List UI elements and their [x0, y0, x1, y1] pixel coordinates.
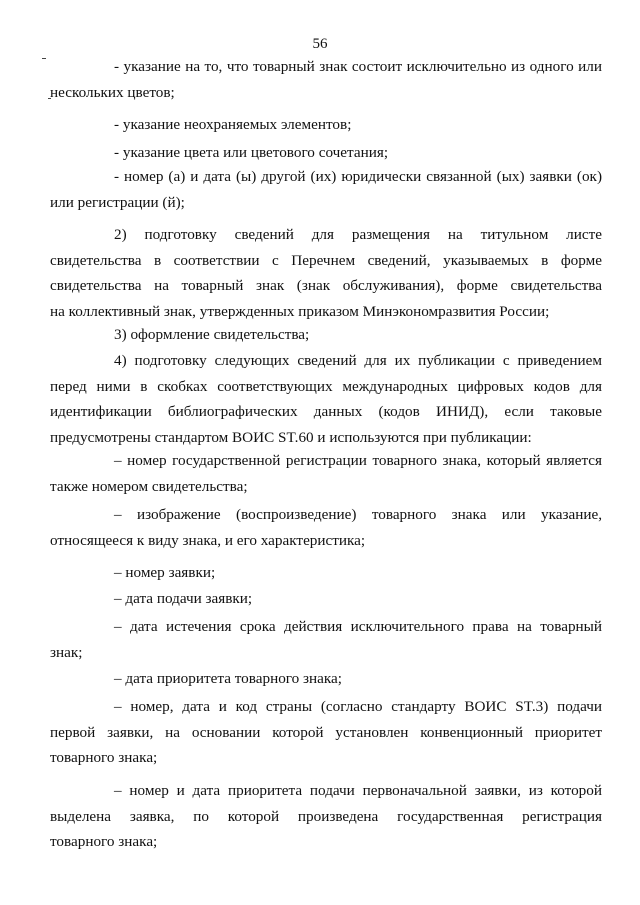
paragraph	[50, 502, 602, 553]
paragraph	[50, 348, 602, 450]
paragraph	[50, 164, 602, 215]
paragraph	[50, 778, 602, 855]
text-line: знак;	[50, 643, 83, 661]
text-line: – номер заявки;	[114, 564, 216, 581]
text-line: – изображение (воспроизведение) товарного знака или указание,	[114, 506, 602, 523]
paragraph	[50, 54, 602, 105]
text-line: также номером свидетельства;	[50, 477, 248, 495]
text-line: – дата приоритета товарного знака;	[114, 670, 343, 687]
page-number: 56	[312, 36, 328, 52]
paragraph	[82, 586, 602, 612]
text-line: 2) подготовку сведений для размещения на титульном листе	[114, 226, 602, 243]
text-line: товарного знака;	[50, 833, 158, 851]
text-line: выделена заявка, по которой произведена государственная регистрация	[50, 807, 602, 825]
text-line: – номер, дата и код страны (согласно стандарту ВОИС ST.3) подачи	[114, 698, 602, 715]
paragraph	[82, 322, 602, 348]
text-line: свидетельства на товарный знак (знак обслуживания), форме свидетельства	[50, 277, 602, 295]
text-line: 3) оформление свидетельства;	[114, 326, 310, 343]
text-line: нескольких цветов;	[50, 83, 175, 101]
text-line: первой заявки, на основании которой установлен конвенционный приоритет	[50, 723, 602, 741]
text-line: – номер и дата приоритета подачи первоначальной заявки, из которой	[114, 782, 602, 799]
text-line: свидетельства в соответствии с Перечнем сведений, указываемых в форме	[50, 251, 602, 269]
text-line: - указание на то, что товарный знак состоит исключительно из одного или	[114, 58, 602, 75]
text-line: - номер (а) и дата (ы) другой (их) юридически связанной (ых) заявки (ок)	[114, 168, 602, 185]
paragraph	[82, 666, 602, 692]
text-line: 4) подготовку следующих сведений для их публикации с приведением	[114, 352, 602, 369]
paragraph	[50, 448, 602, 499]
paragraph	[50, 694, 602, 771]
text-line: – номер государственной регистрации товарного знака, который является	[114, 452, 602, 469]
text-line: - указание неохраняемых элементов;	[114, 116, 352, 133]
text-line: идентификации библиографических данных (кодов ИНИД), если таковые	[50, 403, 602, 421]
paragraph	[82, 112, 602, 138]
scan-artifact	[42, 58, 46, 59]
text-line: – дата подачи заявки;	[114, 590, 253, 607]
text-line: предусмотрены стандартом ВОИС ST.60 и используются при публикации:	[50, 428, 532, 446]
text-line: или регистрации (й);	[50, 193, 185, 211]
paragraph	[50, 614, 602, 665]
text-line: перед ними в скобках соответствующих международных цифровых кодов для	[50, 377, 602, 395]
text-line: на коллективный знак, утвержденных приказом Минэкономразвития России;	[50, 302, 550, 320]
text-line: - указание цвета или цветового сочетания;	[114, 144, 389, 161]
text-line: товарного знака;	[50, 749, 158, 767]
text-line: относящееся к виду знака, и его характеристика;	[50, 531, 366, 549]
paragraph	[82, 560, 602, 586]
paragraph	[50, 222, 602, 324]
text-line: – дата истечения срока действия исключительного права на товарный	[114, 618, 602, 635]
paragraph	[82, 140, 602, 166]
